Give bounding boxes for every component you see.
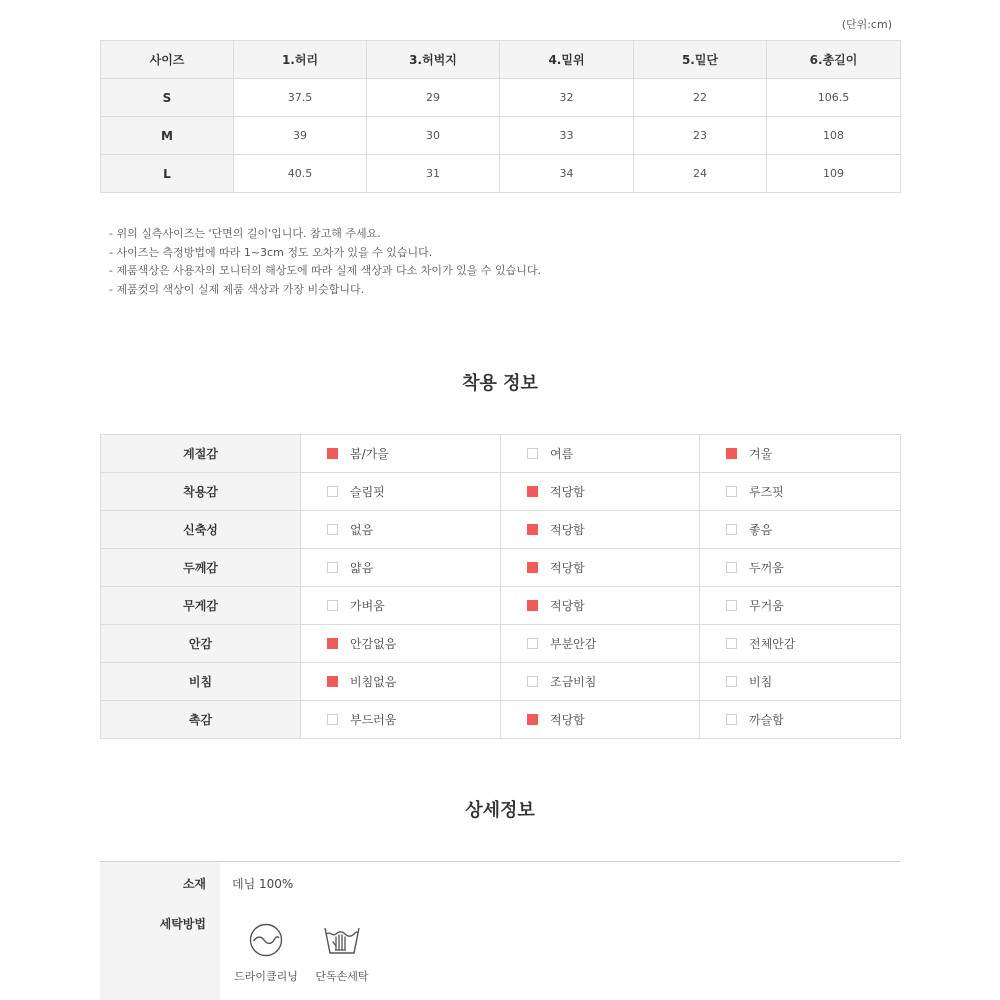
- fit-option-cell: [700, 625, 901, 663]
- fit-option-cell: [700, 473, 901, 511]
- fit-option-cell: [501, 587, 700, 625]
- fit-option-cell: [700, 549, 901, 587]
- fit-row-label: 비침: [101, 663, 301, 701]
- fit-option-cell: [501, 625, 700, 663]
- unit-label: (단위:cm): [841, 18, 892, 31]
- fit-option-cell: [501, 701, 700, 739]
- unchecked-box-icon: [726, 638, 737, 649]
- table-row: [101, 625, 901, 663]
- table-row: [101, 587, 901, 625]
- checked-box-icon: [527, 524, 538, 535]
- fit-row-label: 두께감: [101, 549, 301, 587]
- checked-box-icon: [327, 448, 338, 459]
- detail-info-table: [100, 861, 900, 1000]
- fit-option-cell: [301, 511, 501, 549]
- size-name-cell: L: [101, 155, 234, 193]
- wash-method-label: 세탁방법: [159, 917, 206, 931]
- fit-option: [327, 521, 500, 538]
- fit-option-label: 없음: [350, 523, 374, 537]
- fit-option-label: 두꺼움: [749, 561, 784, 575]
- size-value-cell: 39: [234, 117, 367, 155]
- size-header-cell: 4.밑위: [500, 41, 634, 79]
- material-value: 데님 100%: [232, 877, 294, 891]
- table-row: [101, 155, 901, 193]
- unchecked-box-icon: [327, 600, 338, 611]
- fit-option: [726, 635, 900, 652]
- fit-option-label: 가벼움: [350, 599, 385, 613]
- fit-option-cell: [700, 435, 901, 473]
- size-value-cell: 24: [634, 155, 767, 193]
- table-row: [101, 701, 901, 739]
- checked-box-icon: [527, 600, 538, 611]
- fit-option-cell: [501, 511, 700, 549]
- fit-option: [527, 559, 699, 576]
- unchecked-box-icon: [726, 600, 737, 611]
- fit-option-label: 부분안감: [550, 637, 597, 651]
- care-item-dry-clean: [231, 922, 301, 984]
- fit-option: [327, 711, 500, 728]
- fit-option-label: 안감없음: [350, 637, 397, 651]
- fit-option: [527, 597, 699, 614]
- size-value-cell: 32: [500, 79, 634, 117]
- note-line: - 위의 실측사이즈는 '단면의 길이'입니다. 참고해 주세요.: [109, 227, 381, 240]
- table-row: [101, 663, 901, 701]
- fit-option-cell: [301, 625, 501, 663]
- fit-option: [726, 483, 900, 500]
- size-value-cell: 40.5: [234, 155, 367, 193]
- fit-option-cell: [501, 549, 700, 587]
- unchecked-box-icon: [327, 714, 338, 725]
- unchecked-box-icon: [527, 676, 538, 687]
- hand-wash-icon: [322, 922, 362, 958]
- fit-option-cell: [501, 663, 700, 701]
- fit-info-table: [100, 434, 901, 739]
- size-value-cell: 22: [634, 79, 767, 117]
- size-value-cell: 37.5: [234, 79, 367, 117]
- size-header-cell: 5.밑단: [634, 41, 767, 79]
- table-row: [101, 473, 901, 511]
- size-table-header-row: [101, 41, 901, 79]
- fit-option: [527, 445, 699, 462]
- fit-option-label: 좋음: [749, 523, 773, 537]
- fit-option: [327, 483, 500, 500]
- fit-row-label: 무게감: [101, 587, 301, 625]
- care-label: 단독손세탁: [315, 970, 369, 983]
- fit-option: [527, 521, 699, 538]
- fit-option: [726, 521, 900, 538]
- fit-option-cell: [301, 549, 501, 587]
- size-header-cell: 3.허벅지: [367, 41, 500, 79]
- fit-option-label: 겨울: [749, 447, 773, 461]
- unchecked-box-icon: [527, 448, 538, 459]
- unchecked-box-icon: [327, 562, 338, 573]
- fit-option: [527, 635, 699, 652]
- note-line: - 제품컷의 색상이 실제 제품 색상과 가장 비슷합니다.: [109, 282, 365, 296]
- note-line: - 제품색상은 사용자의 모니터의 해상도에 따라 실제 색상과 다소 차이가 있을 수 있습니다.: [109, 264, 541, 277]
- size-value-cell: 108: [767, 117, 901, 155]
- checked-box-icon: [527, 486, 538, 497]
- checked-box-icon: [327, 676, 338, 687]
- detail-info-title: 상세정보: [465, 800, 535, 821]
- checked-box-icon: [527, 562, 538, 573]
- fit-option-label: 조금비침: [550, 675, 597, 689]
- table-row: [101, 117, 901, 155]
- fit-option-label: 슬림핏: [350, 485, 385, 499]
- fit-option-cell: [501, 435, 700, 473]
- checked-box-icon: [726, 448, 737, 459]
- size-value-cell: 106.5: [767, 79, 901, 117]
- fit-option-cell: [501, 473, 700, 511]
- fit-option-cell: [301, 473, 501, 511]
- size-name-cell: S: [101, 79, 234, 117]
- fit-option-label: 비침: [749, 675, 773, 689]
- fit-option: [527, 711, 699, 728]
- unchecked-box-icon: [527, 638, 538, 649]
- size-value-cell: 34: [500, 155, 634, 193]
- fit-option-label: 전체안감: [749, 637, 796, 651]
- table-row: [101, 79, 901, 117]
- fit-row-label: 안감: [101, 625, 301, 663]
- fit-option: [327, 673, 500, 690]
- fit-option-label: 적당함: [550, 713, 585, 727]
- fit-option: [726, 559, 900, 576]
- unchecked-box-icon: [726, 486, 737, 497]
- fit-option-label: 비침없음: [350, 675, 397, 689]
- size-value-cell: 109: [767, 155, 901, 193]
- fit-option: [327, 635, 500, 652]
- fit-option-cell: [700, 587, 901, 625]
- size-value-cell: 31: [367, 155, 500, 193]
- fit-option: [327, 559, 500, 576]
- fit-option: [527, 483, 699, 500]
- fit-option: [327, 445, 500, 462]
- fit-option-label: 부드러움: [350, 713, 397, 727]
- fit-option: [726, 673, 900, 690]
- material-label: 소재: [182, 877, 206, 891]
- detail-label-column: [100, 862, 220, 1000]
- fit-info-title: 착용 정보: [462, 373, 538, 394]
- fit-option-cell: [700, 511, 901, 549]
- checked-box-icon: [527, 714, 538, 725]
- fit-option-label: 적당함: [550, 561, 585, 575]
- size-value-cell: 23: [634, 117, 767, 155]
- fit-option-label: 적당함: [550, 523, 585, 537]
- size-header-cell: 6.총길이: [767, 41, 901, 79]
- fit-option-label: 루즈핏: [749, 485, 784, 499]
- unchecked-box-icon: [726, 676, 737, 687]
- size-notes: [109, 225, 541, 299]
- fit-option: [327, 597, 500, 614]
- care-item-hand-wash: [307, 922, 377, 984]
- fit-option: [527, 673, 699, 690]
- fit-option-label: 무거움: [749, 599, 784, 613]
- fit-option-cell: [700, 701, 901, 739]
- fit-option-cell: [700, 663, 901, 701]
- fit-option-label: 적당함: [550, 485, 585, 499]
- size-header-cell: 사이즈: [101, 41, 234, 79]
- note-line: - 사이즈는 측정방법에 따라 1~3cm 정도 오차가 있을 수 있습니다.: [109, 245, 433, 259]
- fit-option-label: 적당함: [550, 599, 585, 613]
- fit-row-label: 촉감: [101, 701, 301, 739]
- size-table: [100, 40, 901, 193]
- size-value-cell: 30: [367, 117, 500, 155]
- fit-option-cell: [301, 701, 501, 739]
- dry-clean-icon: [248, 922, 284, 958]
- fit-option-cell: [301, 587, 501, 625]
- fit-option-label: 얇음: [350, 561, 374, 575]
- size-value-cell: 33: [500, 117, 634, 155]
- fit-option-label: 여름: [550, 447, 574, 461]
- unchecked-box-icon: [726, 714, 737, 725]
- fit-row-label: 계절감: [101, 435, 301, 473]
- fit-option: [726, 711, 900, 728]
- table-row: [101, 435, 901, 473]
- fit-option: [726, 597, 900, 614]
- fit-option-label: 봄/가을: [350, 447, 389, 461]
- unchecked-box-icon: [726, 524, 737, 535]
- fit-option: [726, 445, 900, 462]
- fit-row-label: 신축성: [101, 511, 301, 549]
- fit-option-label: 까슬함: [749, 713, 784, 727]
- table-row: [101, 549, 901, 587]
- table-row: [101, 511, 901, 549]
- unchecked-box-icon: [726, 562, 737, 573]
- size-value-cell: 29: [367, 79, 500, 117]
- checked-box-icon: [327, 638, 338, 649]
- size-header-cell: 1.허리: [234, 41, 367, 79]
- unchecked-box-icon: [327, 486, 338, 497]
- fit-option-cell: [301, 663, 501, 701]
- size-name-cell: M: [101, 117, 234, 155]
- fit-row-label: 착용감: [101, 473, 301, 511]
- unchecked-box-icon: [327, 524, 338, 535]
- care-label: 드라이클리닝: [234, 970, 298, 983]
- fit-option-cell: [301, 435, 501, 473]
